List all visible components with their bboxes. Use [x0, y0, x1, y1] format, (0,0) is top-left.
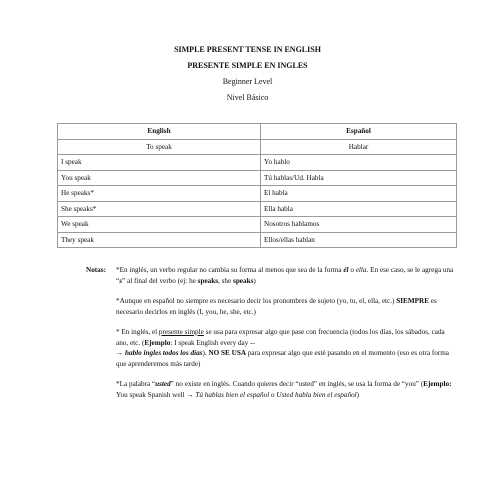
- note-2: *Aunque en español no siempre es necesario decir los pronombres de sujeto (yo, tu, el, ella, etc.) SIEMPRE es necesario decirlos en inglés (I, you, he, she, etc.): [116, 297, 437, 316]
- table-row: [58, 201, 457, 217]
- table-row: [58, 186, 457, 202]
- table-row: [58, 170, 457, 186]
- table-subheader-row: [58, 139, 457, 155]
- note-3: * En inglés, el presente simple se usa para expresar algo que pase con frecuencia (todos los días, los sábados, cada ano, etc. (Ejemplo: I speak English every day -- → hablo ingles todos los días). NO SE USA para expresar algo que esté pasando en el momento (eso es otra forma que aprenderemos más tarde): [116, 328, 449, 368]
- cell-english: She speaks*: [58, 201, 261, 217]
- cell-spanish: Nosotros hablamos: [261, 217, 457, 233]
- cell-english: He speaks*: [58, 186, 261, 202]
- notes-section: [86, 265, 458, 410]
- table-row: [58, 217, 457, 233]
- table-row: [58, 155, 457, 171]
- cell-english: We speak: [58, 217, 261, 233]
- column-header-spanish: Español: [261, 124, 457, 140]
- arrow-icon: →: [186, 390, 196, 399]
- cell-spanish: El habla: [261, 186, 457, 202]
- notes-label: Notas:: [86, 266, 106, 274]
- title-spanish: PRESENTE SIMPLE EN INGLES: [187, 61, 308, 70]
- note-4: *La palabra “usted” no existe en inglés. Cuando quieres decir “usted” en inglés, se usa la forma de “you” (Ejemplo: You speak Spanish well → Tú hablas bien el español o Usted habla bien el español): [116, 380, 452, 399]
- notes-body: [116, 265, 458, 400]
- cell-english: You speak: [58, 170, 261, 186]
- table-header-row: [58, 124, 457, 140]
- level-english: Beginner Level: [222, 77, 273, 86]
- cell-spanish: Tú hablas/Ud. Habla: [261, 170, 457, 186]
- cell-english: They speak: [58, 232, 261, 248]
- verb-infinitive-english: To speak: [58, 139, 261, 155]
- cell-english: I speak: [58, 155, 261, 171]
- arrow-icon: →: [116, 349, 125, 357]
- column-header-english: English: [58, 124, 261, 140]
- verb-infinitive-spanish: Hablar: [261, 139, 457, 155]
- cell-spanish: Ellos/ellas hablan: [261, 232, 457, 248]
- document-header: [0, 42, 495, 106]
- level-spanish: Nivel Básico: [226, 93, 269, 102]
- table-row: [58, 232, 457, 248]
- conjugation-table: [57, 123, 457, 248]
- cell-spanish: Ella habla: [261, 201, 457, 217]
- note-1: *En inglés, un verbo regular no cambia su forma al menos que sea de la forma él o ella. En ese caso, se le agrega una “s” al final del verbo (ej: he speaks, she speaks): [116, 266, 454, 285]
- title-english: SIMPLE PRESENT TENSE IN ENGLISH: [174, 45, 321, 54]
- cell-spanish: Yo hablo: [261, 155, 457, 171]
